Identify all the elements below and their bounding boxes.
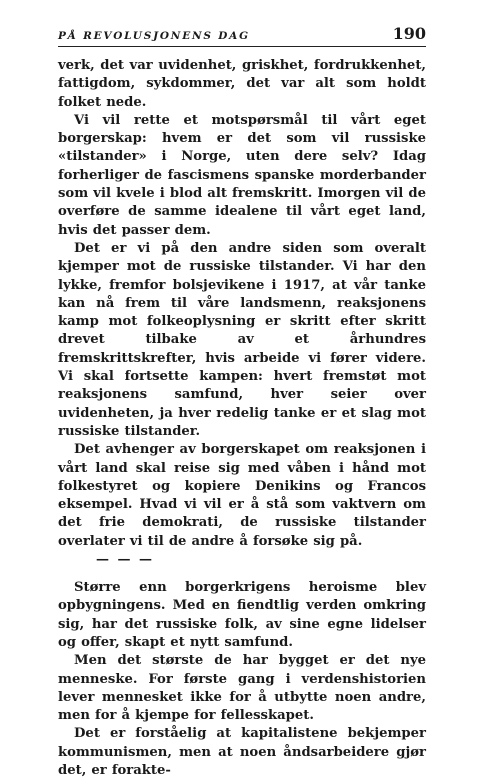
running-header — [58, 24, 426, 47]
paragraph: Det er forståelig at kapitalistene bekjemper kommunismen, men at noen åndsarbeidere gjør det, er forakte- — [58, 726, 426, 778]
paragraph: Større enn borgerkrigens heroisme blev opbygningens. Med en fiendtlig verden omkring sig, har det russiske folk, av sine egne lidelser og offer, skapt et nytt samfund. — [58, 580, 426, 650]
section-divider: — — — — [96, 552, 155, 568]
paragraph: Det er vi på den andre siden som overalt kjemper mot de russiske tilstander. Vi har den lykke, fremfor bolsjevikene i 1917, at vår tanke kan nå frem til våre landsmenn, reaksjonens kamp mot folkeoplysning er skritt efter skritt drevet tilbake av et århundres fremskrittskrefter, hvis arbeide vi fører videre. Vi skal fortsette kampen: hvert fremstøt mot reaksjonens samfund, hver seier over uvidenheten, ja hver redelig tanke er et slag mot russiske tilstander. — [58, 240, 426, 439]
paragraph: Det avhenger av borgerskapet om reaksjonen i vårt land skal reise sig med våben i hånd mot folkestyret og kopiere Denikins og Francos eksempel. Hvad vi vil er å stå som vaktvern om det frie demokrati, de russiske tilstander overlater vi til de andre å forsøke sig på. — [58, 442, 426, 549]
running-title: PÅ REVOLUSJONENS DAG — [58, 30, 250, 42]
page-number: 190 — [392, 24, 426, 43]
paragraph: Vi vil rette et motspørsmål til vårt eget borgerskap: hvem er det som vil russiske «tilstander» i Norge, uten dere selv? Idag forherliger de fascismens spanske morderbander som vil kvele i blod alt fremskritt. Imorgen vil de overføre de samme idealene til vårt eget land, hvis det passer dem. — [58, 112, 426, 238]
paragraph: Men det største de har bygget er det nye menneske. For første gang i verdenshistorien lever mennesket ikke for å utbytte noen andre, men for å kjempe for fellesskapet. — [58, 653, 426, 724]
paragraph: verk, det var uvidenhet, griskhet, fordrukkenhet, fattigdom, sykdommer, det var alt som holdt folket nede. — [58, 58, 426, 110]
page-body — [58, 57, 426, 780]
